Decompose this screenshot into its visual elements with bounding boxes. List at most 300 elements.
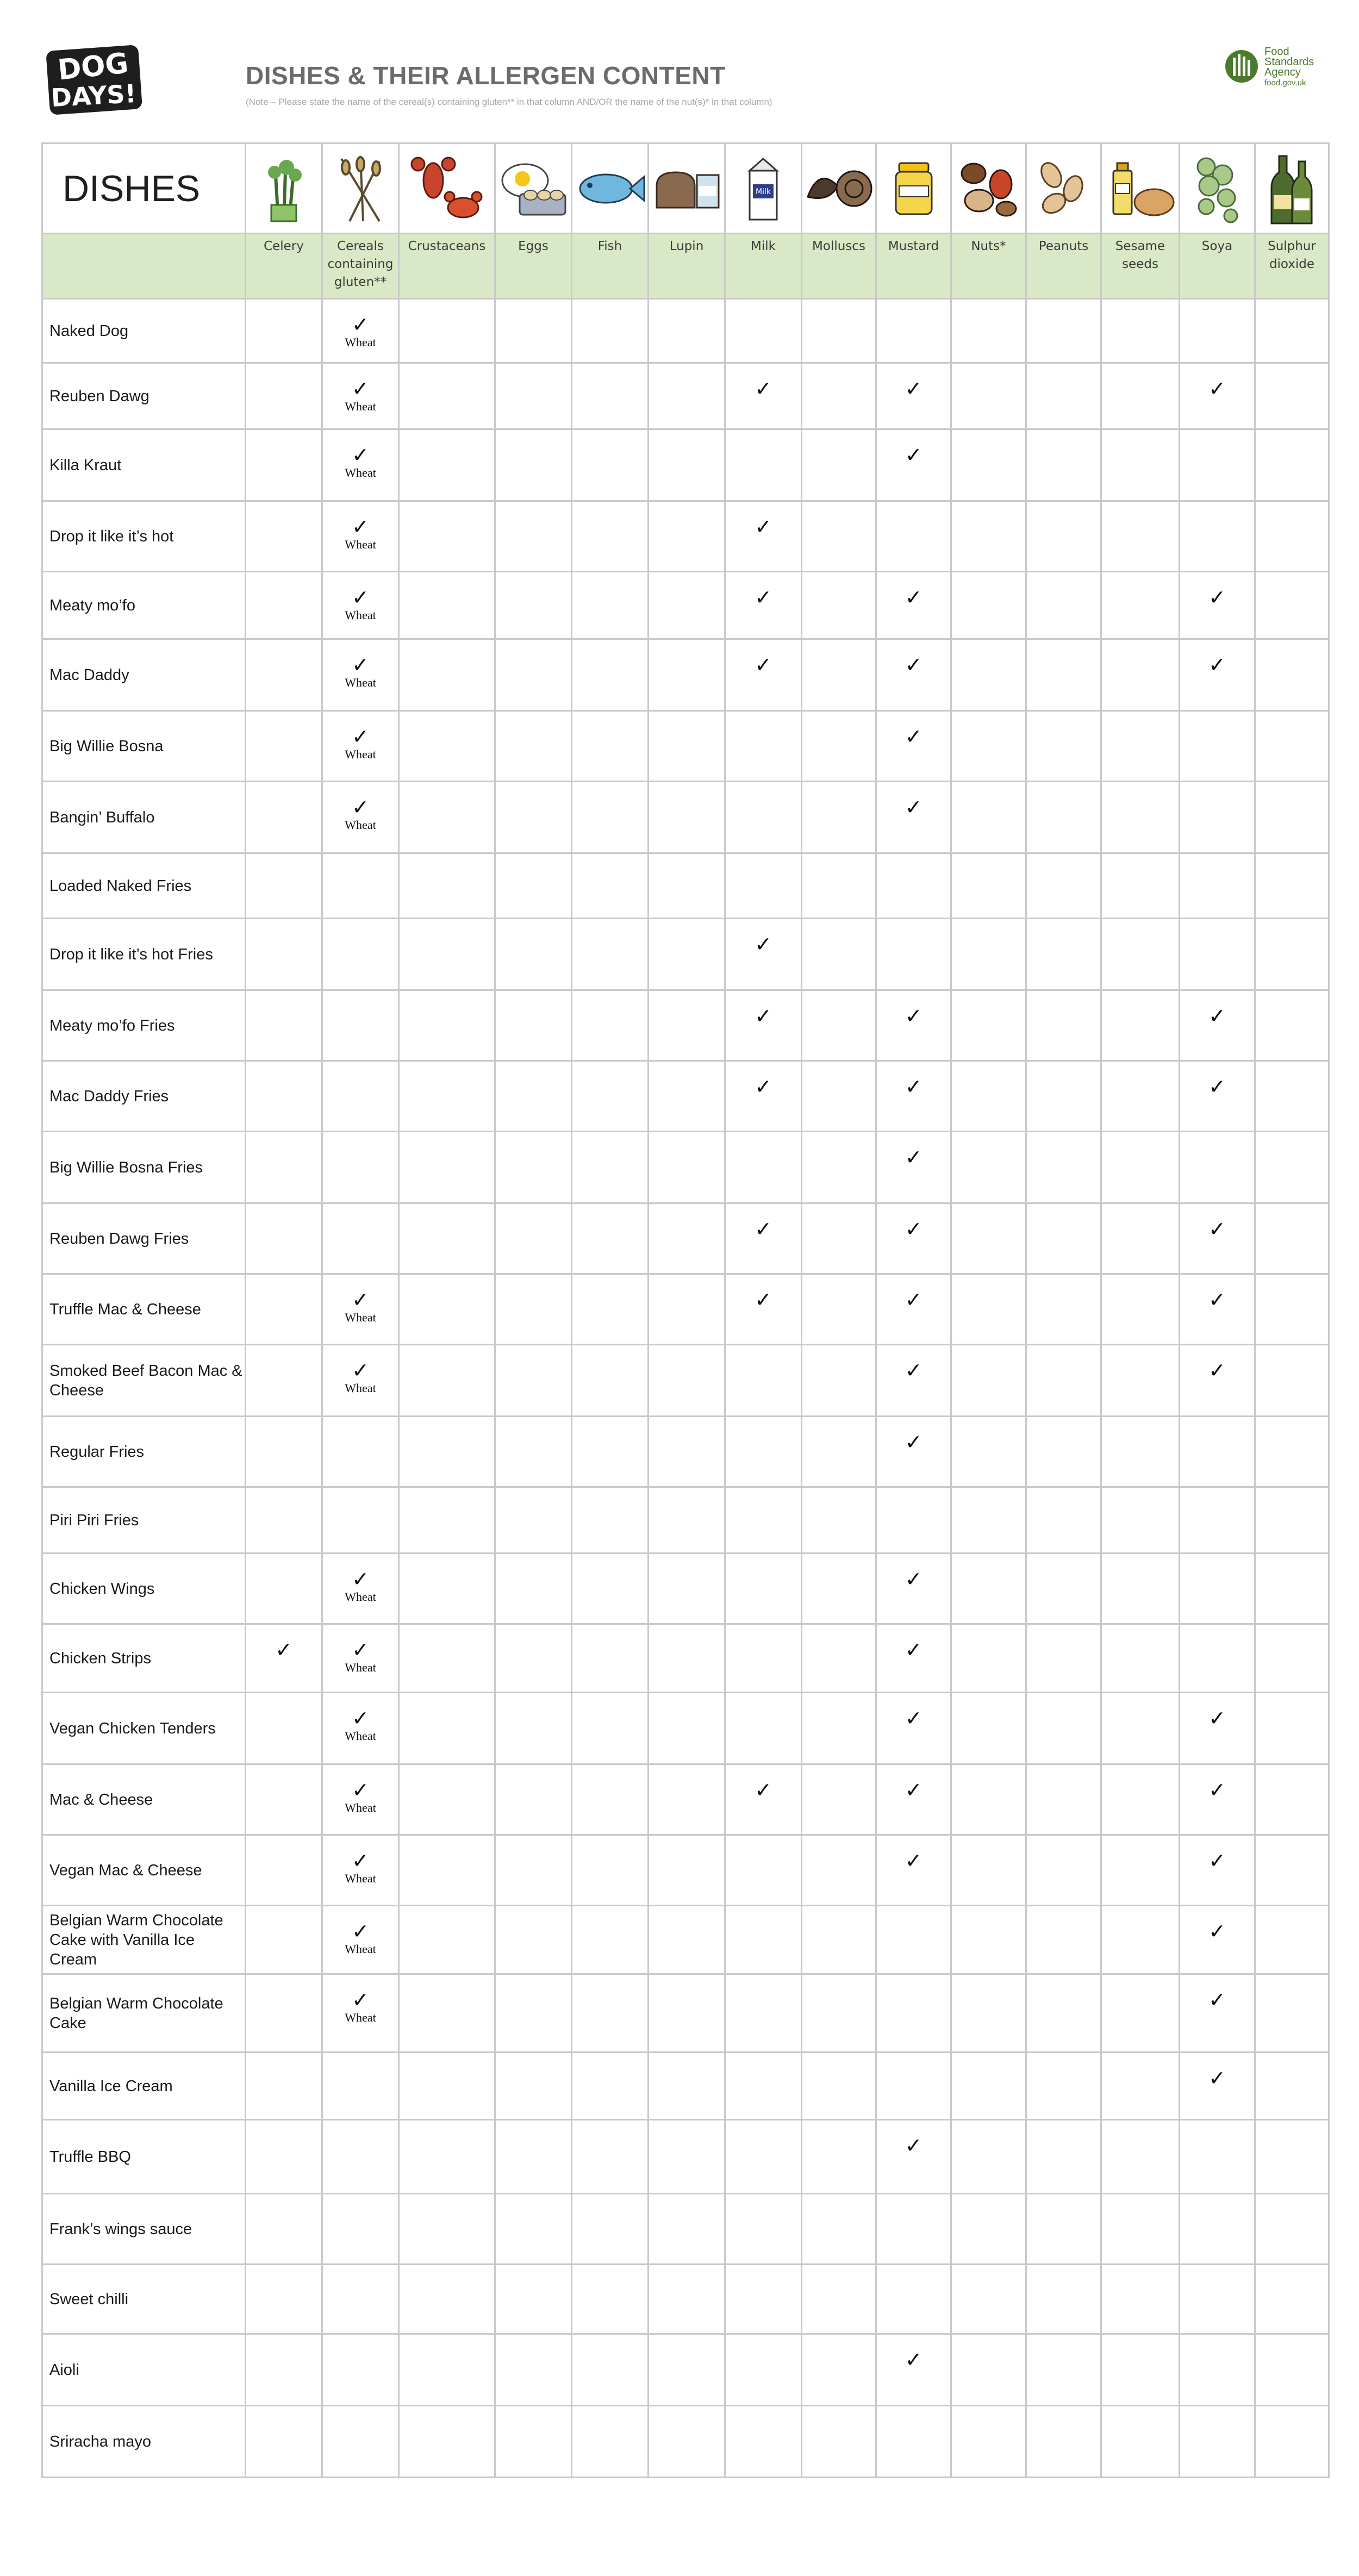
cell-nuts bbox=[951, 2265, 1026, 2334]
peanuts-icon bbox=[1026, 144, 1101, 234]
cell-mustard bbox=[876, 2120, 951, 2194]
cell-mustard bbox=[876, 1132, 951, 1203]
cell-crustaceans bbox=[399, 1974, 495, 2053]
dish-name: Regular Fries bbox=[42, 1417, 246, 1487]
cell-molluscs bbox=[802, 1487, 876, 1554]
cell-celery bbox=[246, 853, 322, 919]
cell-lupin bbox=[649, 1906, 725, 1974]
cell-peanuts bbox=[1026, 782, 1101, 853]
cell-crustaceans bbox=[399, 363, 495, 429]
cell-molluscs bbox=[802, 1132, 876, 1203]
cell-eggs bbox=[495, 429, 572, 501]
cell-fish bbox=[572, 1624, 649, 1693]
cell-eggs bbox=[495, 501, 572, 572]
table-row bbox=[42, 1906, 1329, 1974]
cell-crustaceans bbox=[399, 429, 495, 501]
cell-peanuts bbox=[1026, 363, 1101, 429]
cell-celery bbox=[246, 1203, 322, 1274]
cell-mustard bbox=[876, 2406, 951, 2478]
check-icon: ✓ bbox=[905, 443, 922, 467]
cell-sulphur bbox=[1255, 782, 1329, 853]
cell-eggs bbox=[495, 1487, 572, 1554]
dish-name: Big Willie Bosna Fries bbox=[42, 1132, 246, 1203]
cell-sulphur bbox=[1255, 1061, 1329, 1132]
cell-nuts bbox=[951, 1974, 1026, 2053]
cell-sulphur bbox=[1255, 1624, 1329, 1693]
cell-fish bbox=[572, 2334, 649, 2406]
cell-lupin bbox=[649, 1693, 725, 1764]
cell-soya bbox=[1180, 2265, 1255, 2334]
cell-sesame bbox=[1101, 2053, 1180, 2120]
gluten-source-label: Wheat bbox=[345, 1872, 376, 1885]
dish-name: Smoked Beef Bacon Mac & Cheese bbox=[42, 1345, 246, 1417]
cell-celery bbox=[246, 1764, 322, 1835]
cell-milk bbox=[725, 572, 802, 639]
check-icon: ✓ bbox=[1208, 1288, 1226, 1312]
cell-lupin bbox=[649, 299, 725, 363]
cell-molluscs bbox=[802, 1693, 876, 1764]
cell-lupin bbox=[649, 782, 725, 853]
cell-peanuts bbox=[1026, 1487, 1101, 1554]
table-row bbox=[42, 1693, 1329, 1764]
cell-celery bbox=[246, 1693, 322, 1764]
soya-beans-icon bbox=[1180, 144, 1255, 234]
cell-cereals bbox=[322, 1061, 399, 1132]
check-icon: ✓ bbox=[905, 1706, 922, 1730]
cell-sesame bbox=[1101, 1203, 1180, 1274]
cell-lupin bbox=[649, 1835, 725, 1906]
cell-peanuts bbox=[1026, 429, 1101, 501]
check-icon: ✓ bbox=[1208, 1217, 1226, 1241]
dish-name: Killa Kraut bbox=[42, 429, 246, 501]
cell-crustaceans bbox=[399, 1835, 495, 1906]
cell-sulphur bbox=[1255, 1274, 1329, 1345]
cell-fish bbox=[572, 1345, 649, 1417]
cell-peanuts bbox=[1026, 1203, 1101, 1274]
cell-eggs bbox=[495, 2053, 572, 2120]
cell-sesame bbox=[1101, 2194, 1180, 2265]
cell-milk bbox=[725, 1417, 802, 1487]
svg-text:DOG: DOG bbox=[56, 47, 130, 87]
cell-peanuts bbox=[1026, 1061, 1101, 1132]
cell-soya bbox=[1180, 1906, 1255, 1974]
cell-mustard bbox=[876, 1764, 951, 1835]
cell-cereals bbox=[322, 711, 399, 782]
cell-sulphur bbox=[1255, 1417, 1329, 1487]
check-icon: ✓ bbox=[352, 377, 369, 401]
cell-peanuts bbox=[1026, 1554, 1101, 1624]
cell-celery bbox=[246, 1132, 322, 1203]
cell-peanuts bbox=[1026, 1906, 1101, 1974]
cell-milk bbox=[725, 1274, 802, 1345]
cell-eggs bbox=[495, 2406, 572, 2478]
cell-fish bbox=[572, 1487, 649, 1554]
cell-milk bbox=[725, 299, 802, 363]
check-icon: ✓ bbox=[275, 1638, 292, 1662]
table-row bbox=[42, 1554, 1329, 1624]
cell-peanuts bbox=[1026, 501, 1101, 572]
cell-milk bbox=[725, 1624, 802, 1693]
cell-sulphur bbox=[1255, 1974, 1329, 2053]
cell-crustaceans bbox=[399, 639, 495, 711]
cell-lupin bbox=[649, 1554, 725, 1624]
cell-milk bbox=[725, 2334, 802, 2406]
cell-fish bbox=[572, 1061, 649, 1132]
cell-nuts bbox=[951, 1417, 1026, 1487]
wheat-icon bbox=[322, 144, 399, 234]
cell-nuts bbox=[951, 711, 1026, 782]
cell-celery bbox=[246, 2120, 322, 2194]
cell-celery bbox=[246, 1061, 322, 1132]
cell-milk bbox=[725, 2194, 802, 2265]
check-icon: ✓ bbox=[1208, 1919, 1226, 1943]
dish-name: Truffle Mac & Cheese bbox=[42, 1274, 246, 1345]
cell-lupin bbox=[649, 1203, 725, 1274]
cell-lupin bbox=[649, 1764, 725, 1835]
cell-mustard bbox=[876, 1554, 951, 1624]
cell-molluscs bbox=[802, 2120, 876, 2194]
cell-soya bbox=[1180, 1345, 1255, 1417]
cell-fish bbox=[572, 782, 649, 853]
cell-eggs bbox=[495, 1835, 572, 1906]
cell-molluscs bbox=[802, 1974, 876, 2053]
cell-celery bbox=[246, 2334, 322, 2406]
cell-milk bbox=[725, 639, 802, 711]
cell-sesame bbox=[1101, 1554, 1180, 1624]
cell-eggs bbox=[495, 1554, 572, 1624]
cell-sulphur bbox=[1255, 1345, 1329, 1417]
dish-name: Mac Daddy bbox=[42, 639, 246, 711]
table-row bbox=[42, 1203, 1329, 1274]
cell-lupin bbox=[649, 1417, 725, 1487]
cell-nuts bbox=[951, 853, 1026, 919]
cell-lupin bbox=[649, 990, 725, 1061]
nuts-icon bbox=[951, 144, 1026, 234]
cell-crustaceans bbox=[399, 1203, 495, 1274]
cell-sesame bbox=[1101, 1061, 1180, 1132]
cell-crustaceans bbox=[399, 1417, 495, 1487]
cell-sulphur bbox=[1255, 572, 1329, 639]
cell-crustaceans bbox=[399, 1554, 495, 1624]
dog-days-logo bbox=[42, 38, 146, 120]
cell-cereals bbox=[322, 1624, 399, 1693]
check-icon: ✓ bbox=[352, 725, 369, 749]
cell-celery bbox=[246, 299, 322, 363]
table-row bbox=[42, 782, 1329, 853]
cell-milk bbox=[725, 1132, 802, 1203]
cell-lupin bbox=[649, 2120, 725, 2194]
cell-mustard bbox=[876, 1974, 951, 2053]
fsa-line-2: Standards bbox=[1264, 56, 1314, 68]
cell-molluscs bbox=[802, 501, 876, 572]
cell-peanuts bbox=[1026, 853, 1101, 919]
cell-nuts bbox=[951, 501, 1026, 572]
celery-icon bbox=[246, 144, 322, 234]
dish-name: Sriracha mayo bbox=[42, 2406, 246, 2478]
cell-lupin bbox=[649, 1274, 725, 1345]
cell-eggs bbox=[495, 1061, 572, 1132]
table-row bbox=[42, 639, 1329, 711]
check-icon: ✓ bbox=[755, 1778, 772, 1802]
cell-nuts bbox=[951, 299, 1026, 363]
cell-celery bbox=[246, 990, 322, 1061]
cell-cereals bbox=[322, 501, 399, 572]
dish-name: Loaded Naked Fries bbox=[42, 853, 246, 919]
cell-fish bbox=[572, 501, 649, 572]
dish-name: Reuben Dawg bbox=[42, 363, 246, 429]
fsa-line-1: Food bbox=[1264, 46, 1289, 58]
cell-nuts bbox=[951, 2334, 1026, 2406]
cell-peanuts bbox=[1026, 639, 1101, 711]
gluten-source-label: Wheat bbox=[345, 400, 376, 413]
cell-celery bbox=[246, 2053, 322, 2120]
cell-sulphur bbox=[1255, 919, 1329, 990]
cell-lupin bbox=[649, 1061, 725, 1132]
check-icon: ✓ bbox=[352, 1638, 369, 1662]
label-row-blank bbox=[42, 234, 246, 299]
check-icon: ✓ bbox=[1208, 1849, 1226, 1873]
cell-celery bbox=[246, 1417, 322, 1487]
cell-milk bbox=[725, 1764, 802, 1835]
cell-cereals bbox=[322, 363, 399, 429]
check-icon: ✓ bbox=[905, 1849, 922, 1873]
bread-flour-icon bbox=[649, 144, 725, 234]
cell-nuts bbox=[951, 1203, 1026, 1274]
cell-soya bbox=[1180, 2334, 1255, 2406]
cell-lupin bbox=[649, 1132, 725, 1203]
cell-celery bbox=[246, 639, 322, 711]
cell-nuts bbox=[951, 1487, 1026, 1554]
cell-mustard bbox=[876, 639, 951, 711]
cell-lupin bbox=[649, 429, 725, 501]
cell-milk bbox=[725, 990, 802, 1061]
dishes-heading: DISHES bbox=[42, 144, 246, 234]
cell-milk bbox=[725, 853, 802, 919]
check-icon: ✓ bbox=[1208, 1988, 1226, 2012]
cell-sulphur bbox=[1255, 2120, 1329, 2194]
cell-celery bbox=[246, 1274, 322, 1345]
check-icon: ✓ bbox=[1208, 377, 1226, 401]
cell-mustard bbox=[876, 299, 951, 363]
column-header-molluscs: Molluscs bbox=[802, 234, 876, 299]
cell-eggs bbox=[495, 1203, 572, 1274]
table-row bbox=[42, 853, 1329, 919]
table-row bbox=[42, 2194, 1329, 2265]
dish-name: Mac & Cheese bbox=[42, 1764, 246, 1835]
check-icon: ✓ bbox=[905, 1778, 922, 1802]
check-icon: ✓ bbox=[352, 1988, 369, 2012]
column-header-soya: Soya bbox=[1180, 234, 1255, 299]
column-header-nuts: Nuts* bbox=[951, 234, 1026, 299]
dish-name: Chicken Strips bbox=[42, 1624, 246, 1693]
cell-soya bbox=[1180, 2120, 1255, 2194]
cell-fish bbox=[572, 2120, 649, 2194]
cell-eggs bbox=[495, 1345, 572, 1417]
shell-icon bbox=[802, 144, 876, 234]
gluten-source-label: Wheat bbox=[345, 747, 376, 761]
cell-mustard bbox=[876, 711, 951, 782]
cell-fish bbox=[572, 853, 649, 919]
cell-sulphur bbox=[1255, 1203, 1329, 1274]
check-icon: ✓ bbox=[1208, 1075, 1226, 1099]
check-icon: ✓ bbox=[755, 1217, 772, 1241]
svg-text:Milk: Milk bbox=[756, 188, 771, 196]
cell-eggs bbox=[495, 853, 572, 919]
table-row bbox=[42, 1345, 1329, 1417]
cell-eggs bbox=[495, 1132, 572, 1203]
gluten-source-label: Wheat bbox=[345, 466, 376, 479]
check-icon: ✓ bbox=[905, 377, 922, 401]
gluten-source-label: Wheat bbox=[345, 538, 376, 551]
cell-sesame bbox=[1101, 501, 1180, 572]
cell-cereals bbox=[322, 2334, 399, 2406]
allergen-table bbox=[41, 142, 1330, 2478]
dish-name: Drop it like it’s hot bbox=[42, 501, 246, 572]
cell-crustaceans bbox=[399, 782, 495, 853]
table-row bbox=[42, 501, 1329, 572]
dish-name: Drop it like it’s hot Fries bbox=[42, 919, 246, 990]
cell-sulphur bbox=[1255, 639, 1329, 711]
check-icon: ✓ bbox=[352, 443, 369, 467]
gluten-source-label: Wheat bbox=[345, 1801, 376, 1814]
dish-name: Aioli bbox=[42, 2334, 246, 2406]
cell-soya bbox=[1180, 919, 1255, 990]
cell-sesame bbox=[1101, 919, 1180, 990]
check-icon: ✓ bbox=[352, 653, 369, 677]
cell-crustaceans bbox=[399, 1274, 495, 1345]
check-icon: ✓ bbox=[755, 377, 772, 401]
cell-lupin bbox=[649, 2406, 725, 2478]
cell-nuts bbox=[951, 1906, 1026, 1974]
dish-name: Naked Dog bbox=[42, 299, 246, 363]
check-icon: ✓ bbox=[352, 795, 369, 819]
cell-nuts bbox=[951, 1274, 1026, 1345]
cell-celery bbox=[246, 1835, 322, 1906]
allergen-label-row bbox=[42, 234, 1329, 299]
check-icon: ✓ bbox=[352, 585, 369, 609]
cell-crustaceans bbox=[399, 299, 495, 363]
cell-crustaceans bbox=[399, 1132, 495, 1203]
cell-lupin bbox=[649, 919, 725, 990]
cell-crustaceans bbox=[399, 2120, 495, 2194]
cell-soya bbox=[1180, 1974, 1255, 2053]
cell-sulphur bbox=[1255, 2334, 1329, 2406]
cell-celery bbox=[246, 1624, 322, 1693]
cell-crustaceans bbox=[399, 711, 495, 782]
fsa-line-3: Agency bbox=[1264, 66, 1301, 78]
lobster-crab-icon bbox=[399, 144, 495, 234]
cell-eggs bbox=[495, 990, 572, 1061]
fsa-url: food.gov.uk bbox=[1264, 78, 1306, 88]
gluten-source-label: Wheat bbox=[345, 1729, 376, 1743]
cell-molluscs bbox=[802, 2053, 876, 2120]
cell-nuts bbox=[951, 782, 1026, 853]
cell-milk bbox=[725, 1835, 802, 1906]
cell-nuts bbox=[951, 429, 1026, 501]
cell-fish bbox=[572, 1554, 649, 1624]
cell-molluscs bbox=[802, 2194, 876, 2265]
check-icon: ✓ bbox=[905, 795, 922, 819]
cell-soya bbox=[1180, 1487, 1255, 1554]
cell-crustaceans bbox=[399, 1345, 495, 1417]
cell-soya bbox=[1180, 1417, 1255, 1487]
check-icon: ✓ bbox=[755, 1288, 772, 1312]
cell-celery bbox=[246, 711, 322, 782]
cell-mustard bbox=[876, 919, 951, 990]
cell-nuts bbox=[951, 919, 1026, 990]
cell-mustard bbox=[876, 2334, 951, 2406]
dish-name: Frank’s wings sauce bbox=[42, 2194, 246, 2265]
dish-name: Belgian Warm Chocolate Cake with Vanilla Ice Cream bbox=[42, 1906, 246, 1974]
cell-nuts bbox=[951, 1835, 1026, 1906]
cell-sulphur bbox=[1255, 363, 1329, 429]
column-header-cereals: Cereals containing gluten** bbox=[322, 234, 399, 299]
cell-milk bbox=[725, 1974, 802, 2053]
cell-cereals bbox=[322, 429, 399, 501]
check-icon: ✓ bbox=[755, 1004, 772, 1028]
wine-bottle-icon bbox=[1255, 144, 1329, 234]
cell-sesame bbox=[1101, 1906, 1180, 1974]
cell-crustaceans bbox=[399, 1693, 495, 1764]
cell-molluscs bbox=[802, 1345, 876, 1417]
cell-nuts bbox=[951, 1061, 1026, 1132]
cell-eggs bbox=[495, 1417, 572, 1487]
cell-nuts bbox=[951, 572, 1026, 639]
cell-eggs bbox=[495, 1624, 572, 1693]
cell-sulphur bbox=[1255, 501, 1329, 572]
cell-milk bbox=[725, 1345, 802, 1417]
cell-soya bbox=[1180, 1274, 1255, 1345]
check-icon: ✓ bbox=[755, 932, 772, 956]
table-row bbox=[42, 1417, 1329, 1487]
cell-soya bbox=[1180, 2194, 1255, 2265]
cell-mustard bbox=[876, 1487, 951, 1554]
cell-milk bbox=[725, 2265, 802, 2334]
cell-celery bbox=[246, 1487, 322, 1554]
cell-peanuts bbox=[1026, 2265, 1101, 2334]
column-header-sulphur: Sulphur dioxide bbox=[1255, 234, 1329, 299]
cell-eggs bbox=[495, 711, 572, 782]
cell-molluscs bbox=[802, 2334, 876, 2406]
sesame-oil-bun-icon bbox=[1101, 144, 1180, 234]
cell-peanuts bbox=[1026, 1274, 1101, 1345]
cell-molluscs bbox=[802, 2406, 876, 2478]
cell-sulphur bbox=[1255, 1693, 1329, 1764]
cell-eggs bbox=[495, 2194, 572, 2265]
cell-mustard bbox=[876, 1624, 951, 1693]
cell-eggs bbox=[495, 2265, 572, 2334]
cell-sulphur bbox=[1255, 1487, 1329, 1554]
cell-nuts bbox=[951, 990, 1026, 1061]
cell-fish bbox=[572, 919, 649, 990]
cell-peanuts bbox=[1026, 1345, 1101, 1417]
cell-milk bbox=[725, 2053, 802, 2120]
cell-soya bbox=[1180, 1693, 1255, 1764]
table-row bbox=[42, 1132, 1329, 1203]
gluten-source-label: Wheat bbox=[345, 608, 376, 622]
cell-sesame bbox=[1101, 1274, 1180, 1345]
cell-mustard bbox=[876, 1203, 951, 1274]
cell-crustaceans bbox=[399, 1061, 495, 1132]
cell-crustaceans bbox=[399, 1764, 495, 1835]
cell-molluscs bbox=[802, 711, 876, 782]
cell-crustaceans bbox=[399, 1487, 495, 1554]
cell-sesame bbox=[1101, 363, 1180, 429]
cell-celery bbox=[246, 501, 322, 572]
cell-fish bbox=[572, 1274, 649, 1345]
cell-fish bbox=[572, 572, 649, 639]
cell-lupin bbox=[649, 2334, 725, 2406]
